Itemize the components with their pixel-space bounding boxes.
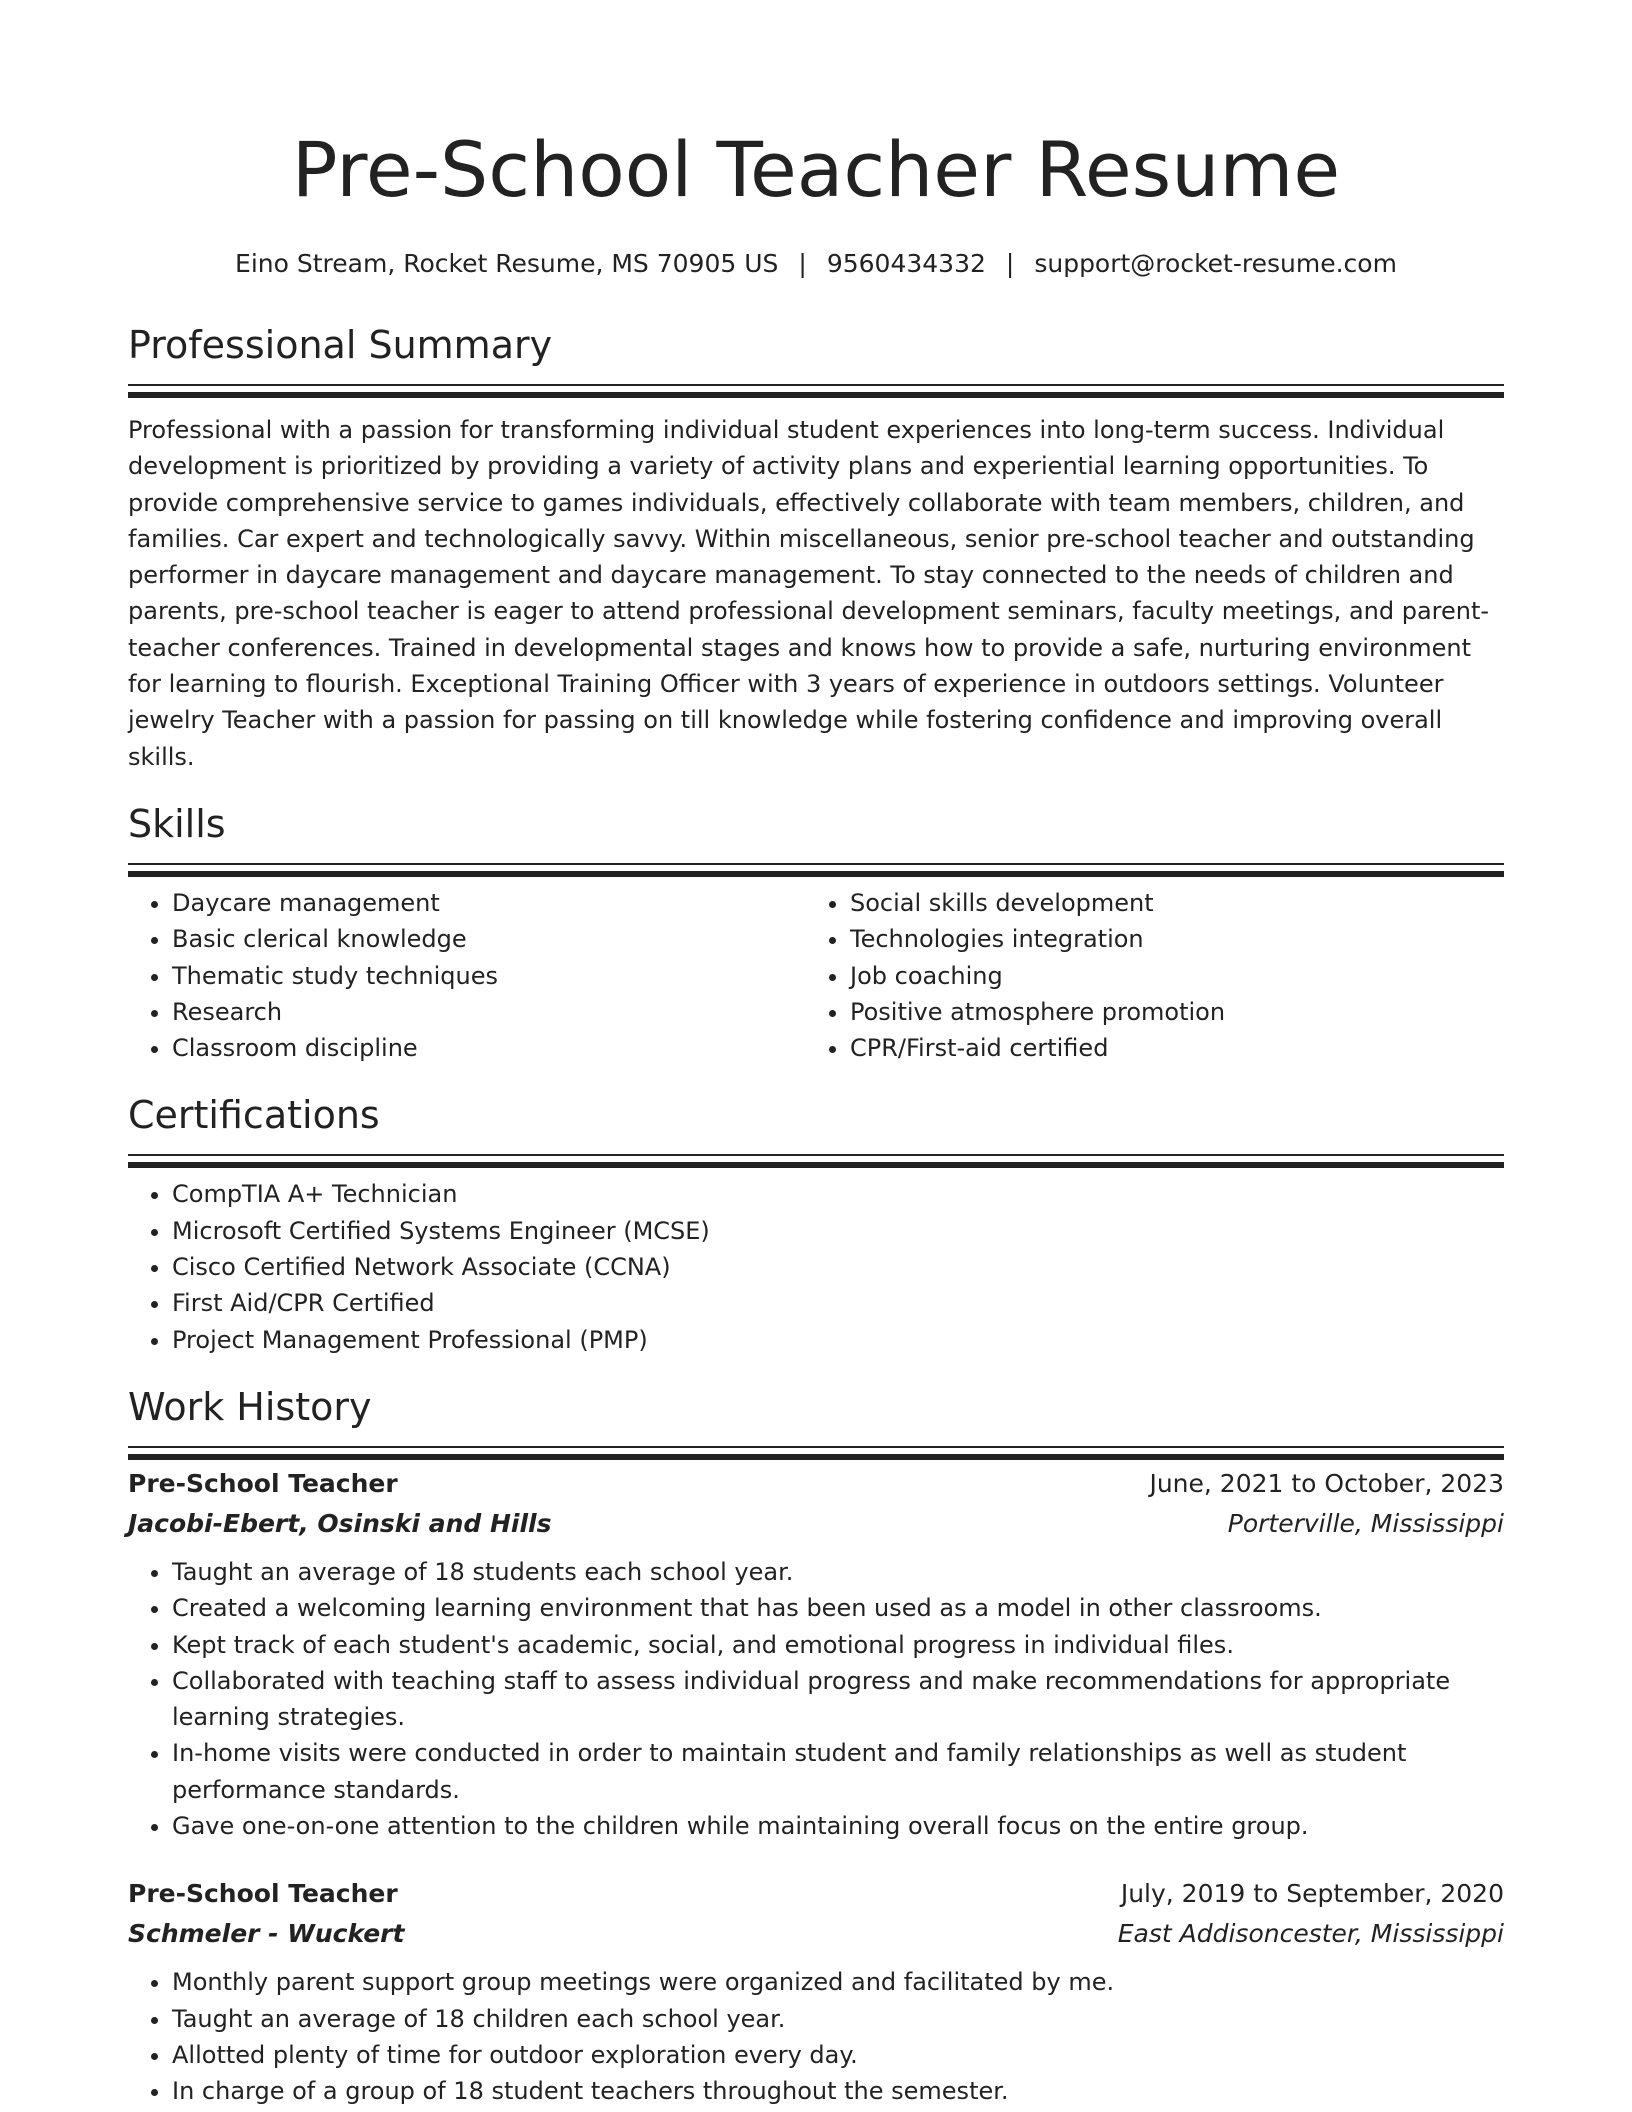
job-duty: • Monthly parent support group meetings were organized and facilitated by me. bbox=[172, 1964, 1504, 2000]
summary-section bbox=[128, 320, 1504, 775]
resume-page bbox=[128, 0, 1504, 2110]
job-duty: • Gave one-on-one attention to the children while maintaining overall focus on the entire group. bbox=[172, 1808, 1504, 1844]
contact-phone: 9560434332 bbox=[826, 249, 986, 278]
summary-text: Professional with a passion for transforming individual student experiences into long-term success. Individual development is prioritized by providing a variety of activity plans and experiential learning opportunities. To provide comprehensive service to games individuals, effectively collaborate with team members, children, and families. Car expert and technologically savvy. Within miscellaneous, senior pre-school teacher and outstanding performer in daycare management and daycare management. To stay connected to the needs of children and parents, pre-school teacher is eager to attend professional development seminars, faculty meetings, and parent-teacher conferences. Trained in developmental stages and knows how to provide a safe, nurturing environment for learning to flourish. Exceptional Training Officer with 3 years of experience in outdoors settings. Volunteer jewelry Teacher with a passion for passing on till knowledge while fostering confidence and improving overall skills. bbox=[128, 416, 1490, 771]
job-title: Pre-School Teacher bbox=[128, 1879, 398, 1909]
job-entry bbox=[128, 1464, 1504, 1844]
contact-separator: | bbox=[798, 249, 807, 278]
job-duty: • Kept track of each student's academic, social, and emotional progress in individual files. bbox=[172, 1627, 1504, 1663]
skills-section bbox=[128, 799, 1504, 1066]
job-entry bbox=[128, 1874, 1504, 2109]
job-duty: • Taught an average of 18 students each school year. bbox=[172, 1554, 1504, 1590]
job-company: Jacobi-Ebert, Osinski and Hills bbox=[128, 1508, 552, 1538]
skill-item: • Technologies integration bbox=[850, 921, 1484, 957]
skills-grid bbox=[128, 885, 1504, 1066]
certifications-section bbox=[128, 1090, 1504, 1357]
job-dates: June, 2021 to October, 2023 bbox=[1149, 1468, 1504, 1498]
job-duty: • Taught an average of 18 children each school year. bbox=[172, 2001, 1504, 2037]
skill-item: • Research bbox=[172, 994, 806, 1030]
section-divider bbox=[128, 863, 1504, 865]
job-dates: July, 2019 to September, 2020 bbox=[1120, 1879, 1504, 1909]
skill-item: • Basic clerical knowledge bbox=[172, 921, 806, 957]
skill-item: • Daycare management bbox=[172, 885, 806, 921]
job-duty: • In-home visits were conducted in order to maintain student and family relationships as well as student performance standards. bbox=[172, 1735, 1504, 1808]
work-history-section bbox=[128, 1382, 1504, 2110]
certification-item: • CompTIA A+ Technician bbox=[172, 1176, 1504, 1212]
skill-item: • Positive atmosphere promotion bbox=[850, 994, 1484, 1030]
job-header bbox=[128, 1874, 1504, 1914]
job-subheader bbox=[128, 1914, 1504, 1954]
skills-list-left bbox=[128, 885, 806, 1066]
job-duty: • Created a welcoming learning environment that has been used as a model in other classrooms. bbox=[172, 1590, 1504, 1626]
work-history-heading: Work History bbox=[128, 1384, 372, 1429]
job-duty: • In charge of a group of 18 student teachers throughout the semester. bbox=[172, 2073, 1504, 2109]
job-company: Schmeler - Wuckert bbox=[128, 1919, 405, 1949]
certification-item: • First Aid/CPR Certified bbox=[172, 1285, 1504, 1321]
contact-email: support@rocket-resume.com bbox=[1034, 249, 1397, 278]
job-duty: • Collaborated with teaching staff to assess individual progress and make recommendations for appropriate learning strategies. bbox=[172, 1663, 1504, 1736]
skills-heading: Skills bbox=[128, 801, 226, 846]
section-divider bbox=[128, 384, 1504, 386]
job-duties-list bbox=[128, 1554, 1504, 1844]
job-location: East Addisoncester, Mississippi bbox=[1117, 1919, 1504, 1949]
skill-item: • CPR/First-aid certified bbox=[850, 1030, 1484, 1066]
skills-column-right bbox=[806, 885, 1484, 1066]
skill-item: • Social skills development bbox=[850, 885, 1484, 921]
skills-column-left bbox=[128, 885, 806, 1066]
certification-item: • Microsoft Certified Systems Engineer (MCSE) bbox=[172, 1213, 1504, 1249]
certifications-list bbox=[128, 1176, 1504, 1357]
job-title: Pre-School Teacher bbox=[128, 1468, 398, 1498]
certification-item: • Project Management Professional (PMP) bbox=[172, 1322, 1504, 1358]
skill-item: • Job coaching bbox=[850, 958, 1484, 994]
certification-item: • Cisco Certified Network Associate (CCNA) bbox=[172, 1249, 1504, 1285]
contact-line bbox=[128, 246, 1504, 282]
contact-separator: | bbox=[1005, 249, 1015, 278]
contact-address: Eino Stream, Rocket Resume, MS 70905 US bbox=[235, 249, 779, 278]
job-duty: • Allotted plenty of time for outdoor exploration every day. bbox=[172, 2037, 1504, 2073]
job-duties-list bbox=[128, 1964, 1504, 2109]
skill-item: • Thematic study techniques bbox=[172, 958, 806, 994]
resume-title: Pre-School Teacher Resume bbox=[291, 125, 1341, 214]
skills-list-right bbox=[806, 885, 1484, 1066]
job-location: Porterville, Mississippi bbox=[1227, 1508, 1504, 1538]
job-subheader bbox=[128, 1504, 1504, 1544]
section-divider bbox=[128, 1154, 1504, 1156]
skill-item: • Classroom discipline bbox=[172, 1030, 806, 1066]
summary-heading: Professional Summary bbox=[128, 323, 553, 367]
section-divider bbox=[128, 1446, 1504, 1448]
certifications-heading: Certifications bbox=[128, 1093, 380, 1138]
job-header bbox=[128, 1464, 1504, 1504]
